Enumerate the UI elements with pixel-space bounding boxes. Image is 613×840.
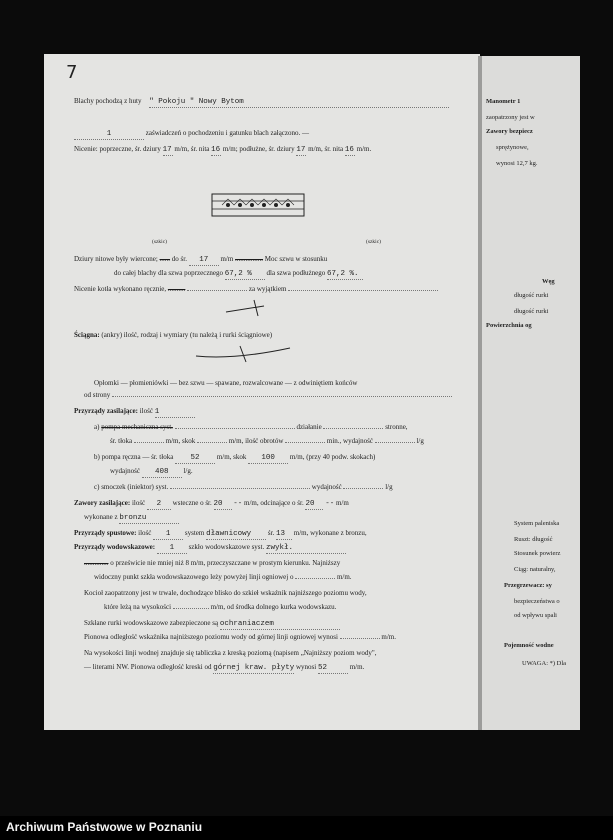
line-tabliczka xyxy=(84,650,377,657)
label: szkło wodowskazowe syst. xyxy=(188,543,265,551)
label: stronne, xyxy=(385,423,408,431)
label: m/m. xyxy=(381,633,396,641)
label: zaświadczeń o pochodzeniu i gatunku blach załączono. — xyxy=(145,129,310,137)
value: 52 xyxy=(318,665,348,674)
value: 1 xyxy=(157,545,187,554)
value: bronzu xyxy=(119,515,179,524)
value: 20 xyxy=(214,501,232,510)
label: Pionowa odległość wskaźnika najniższego poziomu wody od górnej linji ogniowej wynosi xyxy=(84,633,338,641)
label: m/m, wykonane z bronzu, xyxy=(293,529,367,537)
blank xyxy=(288,290,438,291)
line-od-strony xyxy=(84,392,452,399)
value: 20 xyxy=(305,501,323,510)
label: wynosi xyxy=(296,663,317,671)
label: — literami NW. Pionowa odległość kreski od xyxy=(84,663,212,671)
label: które leżą na wysokości xyxy=(104,603,172,611)
value: 408 xyxy=(142,469,182,478)
label: m/m. xyxy=(356,145,372,153)
label: l/g xyxy=(416,437,424,445)
line-najnizszy xyxy=(94,574,352,581)
right-line: Zawory bezpiecz xyxy=(486,128,533,135)
right-line: Ciąg: naturalny, xyxy=(514,566,556,573)
right-line: Węg xyxy=(542,278,555,285)
line-szklane-rurki xyxy=(84,620,340,630)
label: wydajność xyxy=(110,467,140,475)
line-zawory-zasilajace xyxy=(74,500,349,510)
label: ilość xyxy=(138,529,152,537)
struck-text: ................ xyxy=(235,255,264,263)
value: 1 xyxy=(74,131,144,140)
label: m/m, śr. nita xyxy=(174,145,210,153)
label: Blachy pochodzą z huty xyxy=(74,97,142,105)
corner-note: 7 xyxy=(66,62,78,83)
line-moc-szwu xyxy=(114,270,363,280)
label: widoczny punkt szkła wodowskazowego leży powyżej linji ogniowej o xyxy=(94,573,294,581)
line-pompa-mech xyxy=(94,424,408,431)
value: " Pokoju " Nowy Bytom xyxy=(149,99,449,108)
value: 67,2 %. xyxy=(327,271,363,280)
line-przyrzady-spustowe xyxy=(74,530,367,540)
right-line: Przegrzewacz: sy xyxy=(504,582,552,589)
label: Przyrządy spustowe: xyxy=(74,529,137,537)
label: wykonane z xyxy=(84,513,118,521)
value: 1 xyxy=(153,531,183,540)
line-oplomki xyxy=(94,380,357,387)
label: Szkłane rurki wodowskazowe zabezpieczone są xyxy=(84,619,219,627)
right-line: Pojemność wodne xyxy=(504,642,554,649)
label: Nicenie kotła wykonano ręcznie, xyxy=(74,285,167,293)
value: 67,2 % xyxy=(225,271,265,280)
label: m/m. xyxy=(349,663,365,671)
label: m/m, od środka dolnego kurka wodowskazu. xyxy=(210,603,337,611)
value: 17 xyxy=(189,257,219,266)
right-line: sprężynowe, xyxy=(496,144,529,151)
right-line: wynosi 12,7 kg. xyxy=(496,160,538,167)
right-line: Ruszt: długość xyxy=(514,536,553,543)
label: Na wysokości linji wodnej znajduje się tabliczka z kreską poziomą (napisem „Najniższy poziom wody", xyxy=(84,649,377,657)
dash-scribble xyxy=(224,298,284,318)
dash-scribble xyxy=(194,344,294,364)
right-line: Stosunek powierz xyxy=(514,550,561,557)
line-pionowa xyxy=(84,634,396,641)
label: Nicenie: poprzeczne, śr. dziury xyxy=(74,145,161,153)
right-line: Powierzchnia og xyxy=(486,322,532,329)
label: m/m xyxy=(220,255,234,263)
label: Opłomki — płomieniówki — bez szwu — spawane, rozwalcowane — z odwiniętiem końców xyxy=(94,379,358,387)
blank xyxy=(170,488,310,489)
line-przyrzady-zasilajace xyxy=(74,408,195,418)
label: śr. tłoka xyxy=(110,437,133,445)
blank xyxy=(375,442,415,443)
right-line: długość rurki xyxy=(514,292,549,299)
label: ilość xyxy=(139,407,153,415)
line-zaswiadczen xyxy=(74,130,309,140)
struck-text: .............. xyxy=(84,559,109,567)
label: m/m, skok xyxy=(165,437,196,445)
blank xyxy=(197,442,227,443)
label: wydajność xyxy=(311,483,342,491)
label: od strony xyxy=(84,391,111,399)
right-line: UWAGA: *) Dla xyxy=(522,660,567,667)
right-line: Manometr 1 xyxy=(486,98,521,105)
label: Zawory zasilające: xyxy=(74,499,131,507)
blank xyxy=(187,290,247,291)
label: l/g xyxy=(385,483,393,491)
line-smoczek xyxy=(94,484,393,491)
right-line: bezpieczeństwa o xyxy=(514,598,560,605)
blank xyxy=(173,608,209,609)
line-przyrzady-wodowskazowe xyxy=(74,544,346,554)
line-wydajnosc xyxy=(110,468,193,478)
label: c) smoczek (iniektor) syst. xyxy=(94,483,169,491)
label: do całej blachy dla szwa poprzecznego xyxy=(114,269,224,277)
value: 13 xyxy=(276,531,292,540)
line-nicenie xyxy=(74,146,371,156)
right-line: zaopatrzony jest w xyxy=(486,114,535,121)
line-sciagna xyxy=(74,332,272,339)
label: m/m xyxy=(335,499,349,507)
label: m/m; podłużne, śr. dziury xyxy=(222,145,295,153)
label: wsteczne o śr. xyxy=(172,499,212,507)
value: -- xyxy=(233,500,243,508)
line-blachy xyxy=(74,98,449,108)
label: a) xyxy=(94,423,100,431)
label: m/m, odcinające o śr. xyxy=(244,499,304,507)
label: ilość xyxy=(131,499,146,507)
label: Przyrządy wodowskazowe: xyxy=(74,543,156,551)
line-wykonane-z xyxy=(84,514,179,524)
label: pompa mechaniczna syst. xyxy=(101,423,173,431)
line-nicenie-kotla xyxy=(74,286,438,293)
rivet-sketch xyxy=(208,190,308,220)
sketch-label-right: (szkic) xyxy=(366,239,381,245)
label: dla szwa podłużnego xyxy=(266,269,326,277)
label: b) pompa ręczna — śr. tłoka xyxy=(94,453,174,461)
document-page xyxy=(44,54,480,730)
label: min., wydajność xyxy=(326,437,373,445)
label: Kocioł zaopatrzony jest w trwale, dochodzące blisko do szkieł wskaźnik najniższego poziomu wody, xyxy=(84,589,367,597)
line-pompa-reczna xyxy=(94,454,375,464)
line-sr-tloka xyxy=(110,438,424,445)
value: 17 xyxy=(162,146,172,154)
right-line: długość rurki xyxy=(514,308,549,315)
value: -- xyxy=(325,500,335,508)
value: 100 xyxy=(248,455,288,464)
struck-text: ...... xyxy=(159,255,171,263)
blank xyxy=(343,488,383,489)
line-dziury xyxy=(74,256,327,266)
label: śr. xyxy=(267,529,275,537)
blank xyxy=(323,428,383,429)
label: Moc szwu w stosunku xyxy=(264,255,328,263)
value: 16 xyxy=(211,146,221,154)
label: l/g. xyxy=(183,467,193,475)
blank xyxy=(134,442,164,443)
right-line: System paleniska xyxy=(514,520,560,527)
label: system xyxy=(184,529,205,537)
blank xyxy=(285,442,325,443)
label: m/m, skok xyxy=(216,453,247,461)
value: 2 xyxy=(147,501,171,510)
blank xyxy=(340,638,380,639)
value: zwykł. xyxy=(266,545,346,554)
blank xyxy=(112,396,452,397)
value: 52 xyxy=(175,455,215,464)
struck-text: .......... xyxy=(167,285,186,293)
label: Dziury nitowe były wiercone; xyxy=(74,255,158,263)
line-wysokosci xyxy=(104,604,336,611)
label: m/m, (przy 40 podw. skokach) xyxy=(289,453,376,461)
label: działanie xyxy=(296,423,322,431)
line-przeswit xyxy=(84,560,340,567)
adjacent-page xyxy=(482,56,580,730)
value: górnej kraw. płyty xyxy=(213,664,295,672)
label: za wyjątkiem xyxy=(248,285,287,293)
line-literami xyxy=(84,664,364,674)
label: m/m, śr. nita xyxy=(308,145,344,153)
blank xyxy=(175,428,295,429)
right-line: od wpływu spali xyxy=(514,612,557,619)
value: ochraniaczem xyxy=(220,621,340,630)
value: dławnicowy xyxy=(206,531,266,540)
value: 1 xyxy=(155,409,195,418)
label: o prześwicie nie mniej niż 8 m/m, przeczyszczane w prostym kierunku. Najniższy xyxy=(110,559,341,567)
line-kociol xyxy=(84,590,367,597)
label: (ankry) ilość, rodzaj i wymiary (tu należą i rurki ściągniowe) xyxy=(101,331,273,339)
label: m/m, ilość obrotów xyxy=(228,437,284,445)
label: m/m. xyxy=(336,573,352,581)
label: do śr. xyxy=(171,255,187,263)
rivet-sketch-drawing xyxy=(208,190,308,220)
blank xyxy=(295,578,335,579)
label: Przyrządy zasilające: xyxy=(74,407,138,415)
value: 16 xyxy=(344,146,354,154)
archive-caption: Archiwum Państwowe w Poznaniu xyxy=(6,820,203,834)
value: 17 xyxy=(296,146,306,154)
sketch-label-left: (szkic) xyxy=(152,239,167,245)
label: Ściągna: xyxy=(74,331,100,339)
